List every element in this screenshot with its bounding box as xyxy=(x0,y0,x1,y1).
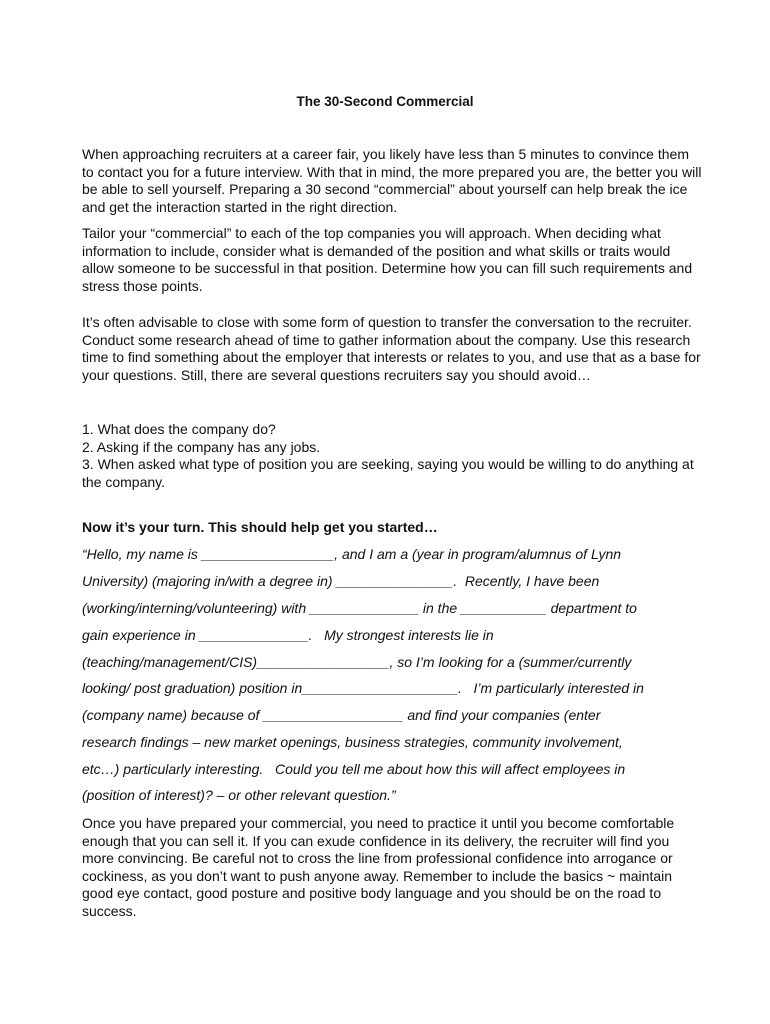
tailor-paragraph: Tailor your “commercial” to each of the top companies you will approach. When deciding what information to include, consider what is demanded of the position and what skills or traits would allow someone to be successful in that position. Determine how you can fill such requirements and stress those points. xyxy=(82,225,693,294)
practice-paragraph: Once you have prepared your commercial, you need to practice it until you become comfortable enough that you can sell it. If you can exude confidence in its delivery, the recruiter will find you more convincing. Be careful not to cross the line from professional confidence into arrogance or cockiness, as you don’t want to push anyone away. Remember to include the basics ~ maintain good eye contact, good posture and positive body language and you should be on the road to success. xyxy=(82,815,675,919)
list-item: 1. What does the company do? xyxy=(82,421,276,437)
template-line: (working/interning/volunteering) with ______________ in the ___________ department to xyxy=(82,600,637,616)
template-line: looking/ post graduation) position in____________________. I’m particularly interested in xyxy=(82,680,644,696)
list-item: 3. When asked what type of position you are seeking, saying you would be willing to do anything at the company. xyxy=(82,456,694,490)
template-line: (company name) because of __________________ and find your companies (enter xyxy=(82,707,601,723)
template-line: University) (majoring in/with a degree in) _______________. Recently, I have been xyxy=(82,573,600,589)
template-line: etc…) particularly interesting. Could you tell me about how this will affect employees in xyxy=(82,761,626,777)
closing-question-paragraph: It’s often advisable to close with some form of question to transfer the conversation to the recruiter. Conduct some research ahead of time to gather information about the company. Use this research time to find something about the employer that interests or relates to you, and use that as a base for your questions. Still, there are several questions recruiters say you should avoid… xyxy=(82,314,701,383)
template-line: (teaching/management/CIS)_________________, so I’m looking for a (summer/currently xyxy=(82,654,632,670)
list-item: 2. Asking if the company has any jobs. xyxy=(82,438,321,455)
template-line: gain experience in ______________. My strongest interests lie in xyxy=(82,627,494,643)
intro-paragraph: When approaching recruiters at a career fair, you likely have less than 5 minutes to convince them to contact you for a future interview. With that in mind, the more prepared you are, the better you will be able to sell yourself. Preparing a 30 second “commercial” about yourself can help break the ice and get the interaction started in the right direction. xyxy=(82,146,702,215)
template-line: research findings – new market openings, business strategies, community involvement, xyxy=(82,734,623,750)
document-title: The 30-Second Commercial xyxy=(296,94,474,109)
template-line: “Hello, my name is _________________, and I am a (year in program/alumnus of Lynn xyxy=(82,546,622,562)
template-line: (position of interest)? – or other relevant question.” xyxy=(82,787,396,803)
avoid-list xyxy=(82,421,702,491)
your-turn-heading: Now it’s your turn. This should help get you started… xyxy=(82,519,438,535)
